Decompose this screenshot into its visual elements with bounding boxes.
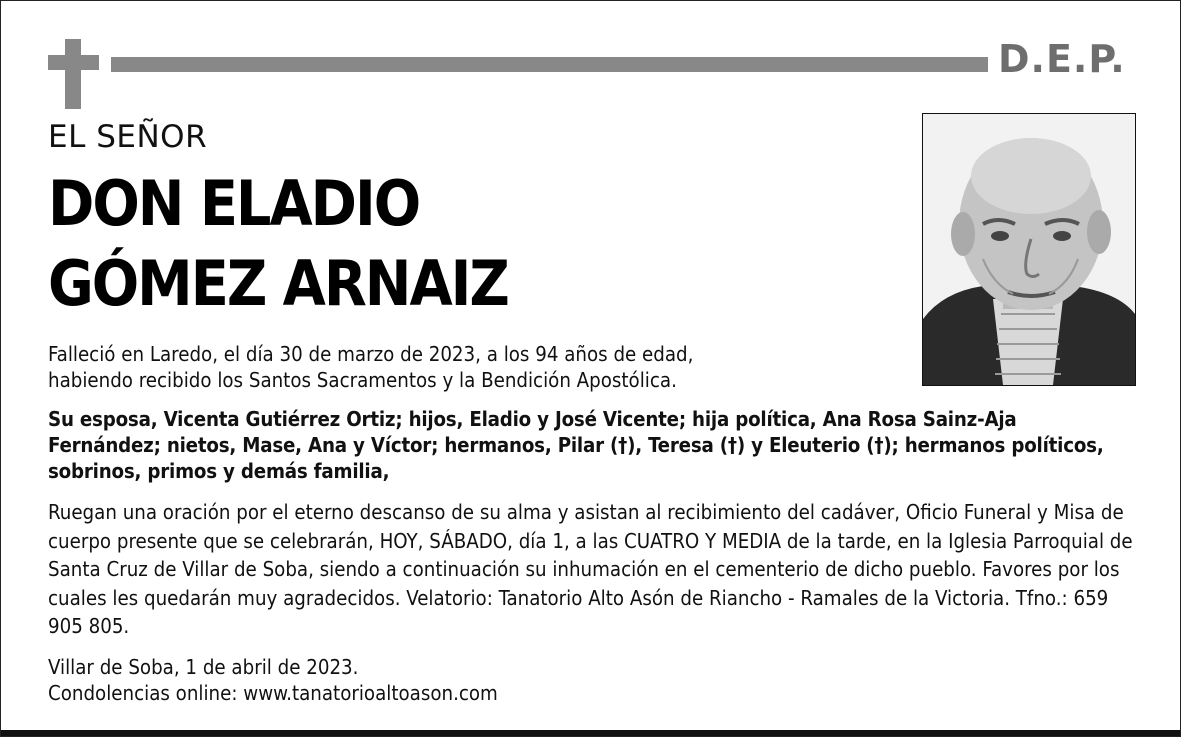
portrait-image [923,114,1135,385]
cross-icon-arm [48,55,99,70]
cross-icon [65,39,81,109]
bottom-rule [1,730,1180,736]
death-notice-line1: Falleció en Laredo, el día 30 de marzo de 2023, a los 94 años de edad, [48,342,694,366]
portrait-photo [922,113,1136,386]
death-notice [48,341,808,393]
death-notice-line2: habiendo recibido los Santos Sacramentos y la Bendición Apostólica. [48,368,677,392]
family-paragraph: Su esposa, Vicenta Gutiérrez Ortiz; hijos, Eladio y José Vicente; hija política, Ana Rosa Sainz-Aja Fernández; nietos, Mase, Ana y Víctor; hermanos, Pilar (†), Teresa (†) y Eleuterio (†); hermanos políticos, sobrinos, primos y demás familia, [48,407,1104,483]
dep-label: D.E.P. [998,37,1126,81]
deceased-name-line1: DON ELADIO [48,167,420,240]
footer [48,654,808,706]
deceased-name-line2: GÓMEZ ARNAIZ [48,247,508,320]
header-rule [111,57,988,72]
place-date: Villar de Soba, 1 de abril de 2023. [48,655,359,679]
condolences-link[interactable]: Condolencias online: www.tanatorioaltoason.com [48,681,498,705]
service-info-paragraph: Ruegan una oración por el eterno descanso de su alma y asistan al recibimiento del cadáver, Oficio Funeral y Misa de cuerpo presente que se celebrarán, HOY, SÁBADO, día 1, a las CUATRO Y MEDIA de la tarde, en la Iglesia Parroquial de Santa Cruz de Villar de Soba, siendo a continuación su inhumación en el cementerio de dicho pueblo. Favores por los cuales les quedarán muy agradecidos. Velatorio: Tanatorio Alto Asón de Riancho - Ramales de la Victoria. Tfno.: 659 905 805. [48,500,1133,639]
title-prefix: EL SEÑOR [48,119,208,155]
